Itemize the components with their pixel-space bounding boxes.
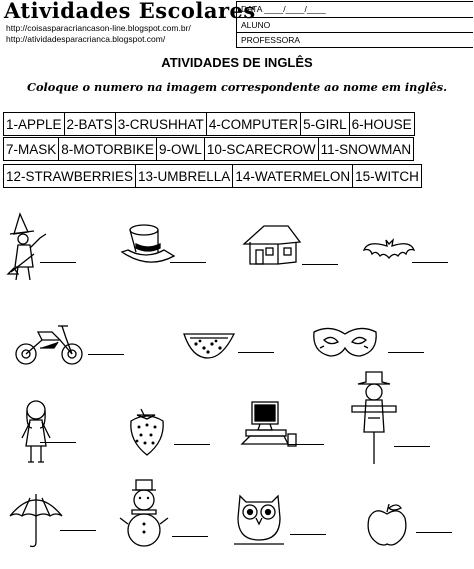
house-icon bbox=[242, 222, 302, 282]
instruction-text: Coloque o numero na imagem correspondente ao nome em inglês. bbox=[26, 80, 448, 94]
vocabulary-table bbox=[3, 112, 415, 136]
answer-blank[interactable] bbox=[172, 536, 208, 537]
hat-icon bbox=[120, 222, 180, 282]
vocab-word: 15-WITCH bbox=[353, 165, 422, 188]
vocab-word: 2-BATS bbox=[64, 113, 115, 136]
vocab-row bbox=[4, 138, 414, 161]
answer-blank[interactable] bbox=[288, 444, 324, 445]
watermelon-icon bbox=[182, 330, 242, 390]
brand-title: Atividades Escolares bbox=[4, 0, 256, 23]
witch-icon bbox=[6, 212, 66, 272]
vocab-row bbox=[4, 113, 415, 136]
blog-url-2[interactable]: http://atividadesparacrianca.blogspot.com/ bbox=[6, 34, 166, 44]
snowman-icon bbox=[118, 478, 178, 538]
vocab-word: 10-SCARECROW bbox=[204, 138, 318, 161]
vocabulary-table-row-3 bbox=[3, 164, 422, 188]
answer-blank[interactable] bbox=[238, 352, 274, 353]
date-field[interactable]: DATA ____/____/____ bbox=[237, 2, 473, 18]
answer-blank[interactable] bbox=[88, 354, 124, 355]
answer-blank[interactable] bbox=[302, 264, 338, 265]
vocab-word: 4-COMPUTER bbox=[206, 113, 300, 136]
vocab-word: 14-WATERMELON bbox=[233, 165, 353, 188]
vocab-word: 7-MASK bbox=[4, 138, 59, 161]
computer-icon bbox=[240, 400, 300, 460]
girl-icon bbox=[18, 398, 78, 458]
answer-blank[interactable] bbox=[388, 352, 424, 353]
vocab-word: 9-OWL bbox=[157, 138, 205, 161]
vocab-word: 11-SNOWMAN bbox=[318, 138, 414, 161]
vocab-word: 12-STRAWBERRIES bbox=[4, 165, 136, 188]
teacher-field[interactable]: PROFESSORA bbox=[241, 35, 301, 46]
vocab-word: 5-GIRL bbox=[301, 113, 350, 136]
vocab-word: 1-APPLE bbox=[4, 113, 65, 136]
umbrella-icon bbox=[6, 490, 66, 550]
page-header bbox=[0, 0, 474, 50]
answer-blank[interactable] bbox=[40, 262, 76, 263]
answer-blank[interactable] bbox=[170, 262, 206, 263]
apple-icon bbox=[365, 500, 425, 560]
blog-url-1[interactable]: http://coisasparacriancason-line.blogspot.com.br/ bbox=[6, 23, 191, 33]
answer-blank[interactable] bbox=[40, 442, 76, 443]
answer-blank[interactable] bbox=[290, 534, 326, 535]
answer-blank[interactable] bbox=[174, 444, 210, 445]
answer-blank[interactable] bbox=[394, 446, 430, 447]
owl-icon bbox=[232, 490, 292, 550]
vocab-word: 3-CRUSHHAT bbox=[115, 113, 206, 136]
strawberry-icon bbox=[125, 405, 185, 465]
student-field[interactable]: ALUNO bbox=[237, 18, 473, 34]
student-info-box bbox=[236, 1, 473, 48]
worksheet-title: ATIVIDADES DE INGLÊS bbox=[161, 55, 313, 70]
vocab-word: 6-HOUSE bbox=[349, 113, 414, 136]
answer-blank[interactable] bbox=[60, 530, 96, 531]
vocabulary-table-row-2 bbox=[3, 137, 414, 161]
motorbike-icon bbox=[14, 318, 74, 378]
answer-blank[interactable] bbox=[416, 532, 452, 533]
scarecrow-icon bbox=[350, 370, 410, 430]
vocab-word: 13-UMBRELLA bbox=[136, 165, 233, 188]
vocab-word: 8-MOTORBIKE bbox=[59, 138, 157, 161]
answer-blank[interactable] bbox=[412, 262, 448, 263]
vocab-row bbox=[4, 165, 422, 188]
bat-icon bbox=[362, 236, 422, 296]
